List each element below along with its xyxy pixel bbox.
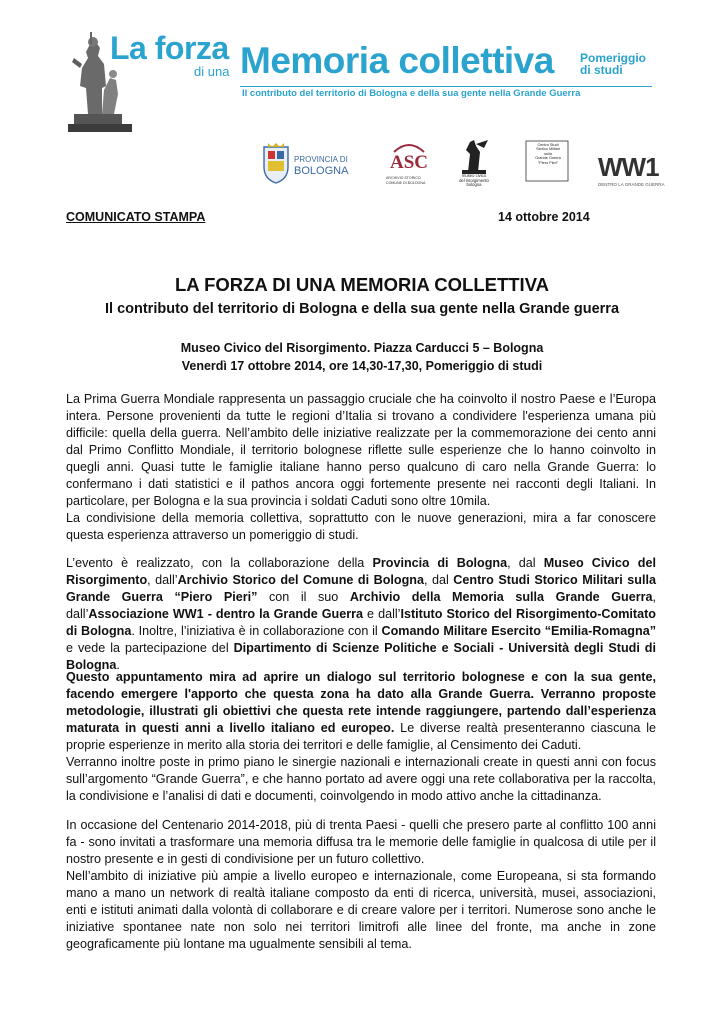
text-run: , dal xyxy=(423,573,454,587)
text-run: . Inoltre, l’iniziativa è in collaborazione con il xyxy=(131,624,382,638)
banner-pomeriggio-line2: di studi xyxy=(580,63,623,77)
asc-sub-line2: COMUNE DI BOLOGNA xyxy=(386,180,426,185)
museo-monument-icon xyxy=(454,138,494,174)
text-run: e dall’ xyxy=(363,607,401,621)
centro-line2: Storico Militari xyxy=(536,147,560,152)
ww1-association-logo xyxy=(598,152,665,187)
text-run: con il suo xyxy=(257,590,350,604)
document-subtitle: Il contributo del territorio di Bologna e della sua gente nella Grande guerra xyxy=(104,301,620,317)
centro-line5: "Piero Pieri" xyxy=(537,160,559,165)
paragraph-text: Nell’ambito di iniziative più ampie a livello europeo e internazionale, come Europeana, si sta formando mano a mano un network di realtà italiane composto da enti di ricerca, università, musei, associazioni, enti e istituti animati dalla volontà di collaborare e di creare valore per i territori. Numerose sono anche le iniziative spontanee nate non solo nei territori limitrofi alle linee del fronte, ma anche in zone geograficamente più lontane ma ugualmente sensibili al tema. xyxy=(66,869,656,951)
partner-comando: Comando Militare Esercito “Emilia-Romagna” xyxy=(381,624,656,638)
text-run: , dall’ xyxy=(147,573,178,587)
asc-sub-line1: ARCHIVIO STORICO xyxy=(386,176,421,180)
centro-line4: Grande Guerra xyxy=(535,156,561,161)
paragraph-text: Verranno inoltre poste in primo piano le sinergie nazionali e internazionali create in questi anni con focus sull’argomento “Grande Guerra”, e che hanno portato ad avere oggi una rete collaborativa per la raccolta, la condivisione e l’analisi di dati e documenti, coinvolgendo in modo attivo anche la cittadinanza. xyxy=(66,755,656,803)
text-run: , dall’ xyxy=(66,590,656,621)
partner-ww1: Associazione WW1 - dentro la Grande Guerra xyxy=(88,607,364,621)
ww1-subtitle: DENTRO LA GRANDE GUERRA xyxy=(598,182,665,187)
banner-pomeriggio-line1: Pomeriggio xyxy=(580,51,647,65)
museo-line2: del risorgimento xyxy=(459,177,489,183)
body-paragraph-3 xyxy=(66,669,656,805)
centro-text xyxy=(529,143,567,165)
paragraph-text: La Prima Guerra Mondiale rappresenta un passaggio cruciale che ha coinvolto il nostro Paese e l’Europa intera. Persone provenienti da tutte le regioni d’Italia si trovano a condividere l'esperienza umana più difficile: quella della guerra. Nell’ambito delle iniziative realizzate per la commemorazione dei cento anni dal Primo Conflitto Mondiale, il territorio bolognese riflette sulle esperienze che lo hanno coinvolto in quegli anni. Quasi tutte le famiglie italiane hanno perso qualcuno di caro nella Grande Guerra: lo confermano i dati statistici e il pathos ancora oggi fortemente presente nei racconti degli Italiani. In particolare, per Bologna e la sua provincia i soldati Caduti sono oltre 10mila. xyxy=(66,392,656,508)
partner-museo: Museo Civico del Risorgimento xyxy=(66,556,656,587)
body-paragraph-2 xyxy=(66,555,656,674)
partner-archivio: Archivio Storico del Comune di Bologna xyxy=(177,573,424,587)
museo-risorgimento-logo xyxy=(454,138,494,190)
banner-pomeriggio-di-studi xyxy=(580,52,660,76)
partner-centro-studi: Centro Studi Storico Militari sulla Grande Guerra “Piero Pieri” xyxy=(66,573,656,604)
release-date: 14 ottobre 2014 xyxy=(498,210,590,224)
event-venue: Museo Civico del Risorgimento. Piazza Carducci 5 – Bologna xyxy=(180,341,544,355)
text-run-bold: Questo appuntamento mira ad aprire un dialogo sul territorio bolognese e con la sua gente, facendo emergere l'apporto che questa zona ha dato alla Grande Guerra. Verranno proposte metodologie, illustrati gli obiettivi che questa rete intende raggiungere, partendo dall’esperienza maturata in questi anni a livello italiano ed europeo. xyxy=(66,670,656,735)
museo-text xyxy=(454,174,494,188)
centro-line3: sulla xyxy=(544,151,552,156)
banner-la-forza: La forza xyxy=(110,30,229,66)
body-paragraph-4 xyxy=(66,817,656,953)
provincia-line2: BOLOGNA xyxy=(294,165,349,177)
archivio-storico-logo xyxy=(386,140,432,188)
text-run: . xyxy=(116,658,120,672)
ww1-wordmark: WW1 xyxy=(598,152,659,182)
banner-di-una: di una xyxy=(194,64,230,79)
event-date: Venerdì 17 ottobre 2014, ore 14,30-17,30, Pomeriggio di studi xyxy=(181,359,543,373)
banner-divider xyxy=(240,86,652,87)
banner-memoria-collettiva: Memoria collettiva xyxy=(240,40,554,81)
press-release-label: COMUNICATO STAMPA xyxy=(66,210,206,224)
provincia-bologna-logo xyxy=(262,143,348,185)
text-run: Le diverse realtà presenteranno ciascuna le proprie esperienze in merito alla storia dei territori e delle famiglie, al Censimento dei Caduti. xyxy=(66,721,656,752)
provincia-line1: PROVINCIA DI xyxy=(294,155,348,164)
document-title: LA FORZA DI UNA MEMORIA COLLETTIVA xyxy=(174,274,550,295)
body-paragraph-1 xyxy=(66,391,656,544)
museo-line1: museo civico xyxy=(461,173,487,178)
partner-archivio-memoria: Archivio della Memoria sulla Grande Guerra xyxy=(349,590,653,604)
text-run: e vede la partecipazione del xyxy=(66,641,234,655)
partner-provincia: Provincia di Bologna xyxy=(372,556,508,570)
text-run: L’evento è realizzato, con la collaborazione della xyxy=(66,556,373,570)
partner-dipartimento: Dipartimento di Scienze Politiche e Sociali - Università degli Studi di Bologna xyxy=(66,641,656,672)
centro-line1: Centro Studi xyxy=(537,143,559,147)
asc-subtitle xyxy=(386,176,425,185)
paragraph-text: La condivisione della memoria collettiva, soprattutto con le nuove generazioni, mira a far conoscere questa esperienza attraverso un pomeriggio di studi. xyxy=(66,511,656,542)
paragraph-text xyxy=(66,669,656,754)
event-banner xyxy=(66,28,656,134)
provincia-crest-icon xyxy=(262,143,290,185)
paragraph-text: In occasione del Centenario 2014-2018, più di trenta Paesi - quelli che presero parte al conflitto 100 anni fa - sono invitati a trasformare una memoria diffusa tra le memorie delle famiglie in qualcosa di utile per il nostro presente e in gesti di condivisione per un futuro collettivo. xyxy=(66,818,656,866)
asc-letters: ASC xyxy=(390,152,429,173)
paragraph-text xyxy=(66,555,656,674)
museo-line3: bologna xyxy=(466,182,482,188)
text-run: , dal xyxy=(507,556,544,570)
banner-subtitle: Il contributo del territorio di Bologna e della sua gente nella Grande Guerra xyxy=(242,88,581,99)
centro-studi-logo xyxy=(524,140,570,184)
partner-istituto: Istituto Storico del Risorgimento-Comitato di Bologna xyxy=(66,607,656,638)
